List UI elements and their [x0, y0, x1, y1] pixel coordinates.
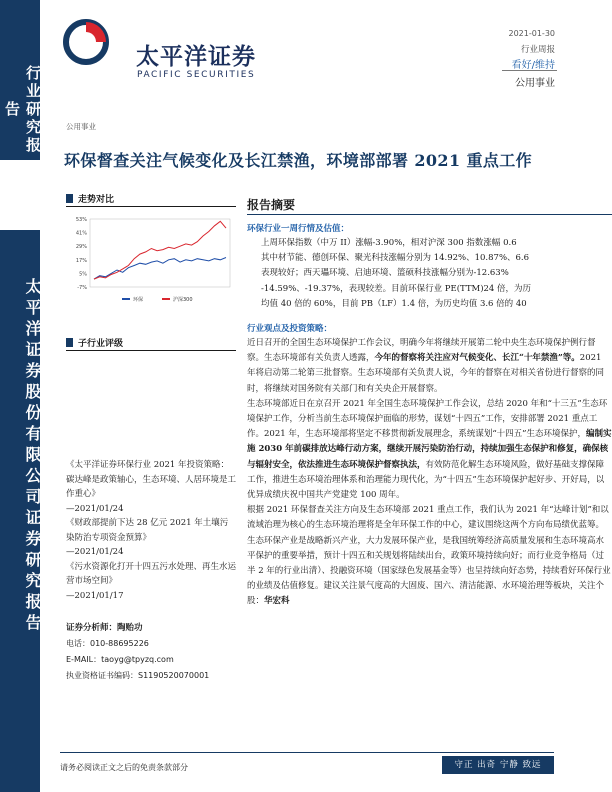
industry-rating: 看好/维持 [511, 60, 555, 71]
analyst-email[interactable]: E-MAIL：taoyg@tpyzq.com [66, 655, 174, 664]
legend-swatch [162, 298, 170, 300]
square-bullet-icon [66, 194, 73, 203]
y-tick-label: 53% [75, 217, 87, 223]
y-tick-label: 17% [75, 257, 87, 264]
market-subheading: 环保行业一周行情及估值： [247, 224, 350, 234]
y-tick-label: 29% [75, 244, 87, 251]
market-line: 其中材节能、德创环保、聚光科技涨幅分别为 14.92%、10.87%、6.6 [261, 253, 530, 264]
analyst-phone: 电话：010-88695226 [66, 639, 149, 648]
trend-chart [66, 213, 236, 305]
legend-label: 沪深300 [173, 297, 193, 303]
trend-heading: 走势对比 [66, 192, 114, 205]
related-report-3[interactable]: 《污水资源化打开十四五污水处理、再生水运营市场空间》 [66, 561, 237, 586]
report-type: 行业周报 [520, 45, 555, 55]
report-date: 2021-01-30 [508, 29, 555, 38]
related-report-2[interactable]: 《财政部提前下达 28 亿元 2021 年土壤污染防治专项资金预算》 [66, 518, 229, 543]
market-review-lines [261, 236, 612, 312]
rating-divider [66, 350, 236, 351]
paragraph-industry: 生态环保产业是战略新兴产业，大力发展环保产业，是我国统筹经济高质量发展和生态环境高水平保护的重要举措，预计十四五和关规划将陆续出台，政策环境持续向好；而行业竞争格局（过半 2 年的行业出清）、投融资环境（国家绿色发展基金等）也呈持续向好态势，持续看好环保行业的业绩及估值修复。建议关注景气度高的大固废、国六、清洁能源、水环境治理等板块，关注个股：华宏科 [247, 535, 611, 607]
series-line-hs300 [94, 221, 226, 279]
company-motto: 守正 出奇 宁静 致远 [442, 756, 554, 774]
paragraph-ministry-meeting: 生态环境部近日在京召开 2021 年全国生态环境保护工作会议，总结 2020 年和“十三五”生态环境保护工作，分析当前生态环境保护面临的形势，谋划“十四五”工作，安排部署 2021 重点工作。2021 年，生态环境部将坚定不移贯彻新发展理念，系统谋划“十四五”生态环境保护，编制实施 2030 年前碳排放达峰行动方案，继续开展污染防治行动，持续加强生态保护和修复，确保核与辐射安全，依法推进生态环境保护督察执法，有效防范化解生态环境风险，做好基础支撑保障工作，推进生态环境治理体系和治理能力现代化，为“十四五”生态环境保护起好步、开好局，以优异成绩庆祝中国共产党建党 100 周年。 [247, 398, 612, 501]
pacific-securities-logo [62, 18, 110, 66]
paragraph-view: 根据 2021 环保督查关注方向及生态环境部 2021 重点工作，我们认为 2021 年“达峰计划”和以流域治理为核心的生态环境治理将是全年环保工作的中心，建议围绕这两个方向布局绩优蓝筹。 [247, 505, 609, 531]
footer-divider [60, 752, 554, 753]
y-tick-label: 5% [79, 271, 87, 278]
header-divider [502, 70, 557, 71]
paragraph-inspection: 近日召开的全国生态环境保护工作会议，明确今年将继续开展第二轮中央生态环境保护例行督察。生态环境部有关负责人透露，今年的督察将关注应对气候变化、长江“十年禁渔”等。2021 年将启动第二轮第三批督察。生态环境部有关负责人说，今年的督察在对相关省份进行督察的同时，将继续对国务院有关部门和有关央企开展督察。 [247, 338, 605, 394]
strategy-body [247, 336, 612, 744]
breadcrumb: 公用事业 [66, 122, 96, 131]
market-line: 表现较好；西天瓃环境、启迪环境、篮硕科技涨幅分别为-12.63% [261, 268, 509, 279]
market-line: 上周环保指数（中万 II）涨幅-3.90%，相对沪深 300 指数涨幅 0.6 [261, 238, 517, 248]
page-title: 环保督查关注气候变化及长江禁渔，环境部部署 2021 重点工作 [64, 151, 533, 170]
related-report-3-date: —2021/01/17 [66, 590, 124, 601]
analyst-cert: 执业资格证书编码：S1190520070001 [66, 671, 210, 680]
brand-name-cn: 太平洋证券 [136, 44, 256, 70]
industry-name: 公用事业 [515, 78, 555, 89]
trend-divider [66, 206, 236, 207]
sidebar-report-type-label: 行业研究报告 [3, 65, 42, 155]
legend-swatch [122, 298, 130, 300]
analyst-name: 证券分析师：陶贻功 [66, 623, 143, 633]
summary-divider [247, 214, 612, 215]
chart-frame [90, 219, 230, 287]
square-bullet-icon [66, 338, 73, 347]
related-report-2-date: —2021/01/24 [66, 547, 124, 557]
disclaimer-note: 请务必阅读正文之后的免责条款部分 [60, 763, 188, 772]
sub-industry-rating-heading: 子行业评级 [66, 336, 123, 349]
sidebar-gap [0, 160, 40, 230]
related-reports [66, 458, 236, 603]
market-line: 均值 40 倍的 60%，目前 PB（LF）1.4 倍，为历史均值 3.6 倍的 40 [261, 298, 527, 309]
y-tick-label: 41% [75, 230, 87, 237]
related-report-1-date: —2021/01/24 [66, 503, 124, 514]
series-line-env [94, 258, 226, 280]
sidebar-company-label: 太平洋证券股份有限公司证券研究报告 [23, 277, 42, 635]
brand-name-en: PACIFIC SECURITIES [137, 70, 256, 80]
analyst-info [66, 620, 238, 684]
y-tick-label: -7% [77, 285, 87, 291]
legend-label: 环保 [133, 297, 144, 303]
summary-heading: 报告摘要 [247, 198, 296, 212]
strategy-subheading: 行业观点及投资策略： [247, 324, 333, 334]
market-line: -14.59%、-19.37%，表现较差。目前环保行业 PE(TTM)24 倍，为历 [261, 283, 532, 294]
related-report-1[interactable]: 《太平洋证券环保行业 2021 年投资策略：碳达峰是政策轴心，生态环境、人居环境是工作重心》 [66, 460, 237, 499]
